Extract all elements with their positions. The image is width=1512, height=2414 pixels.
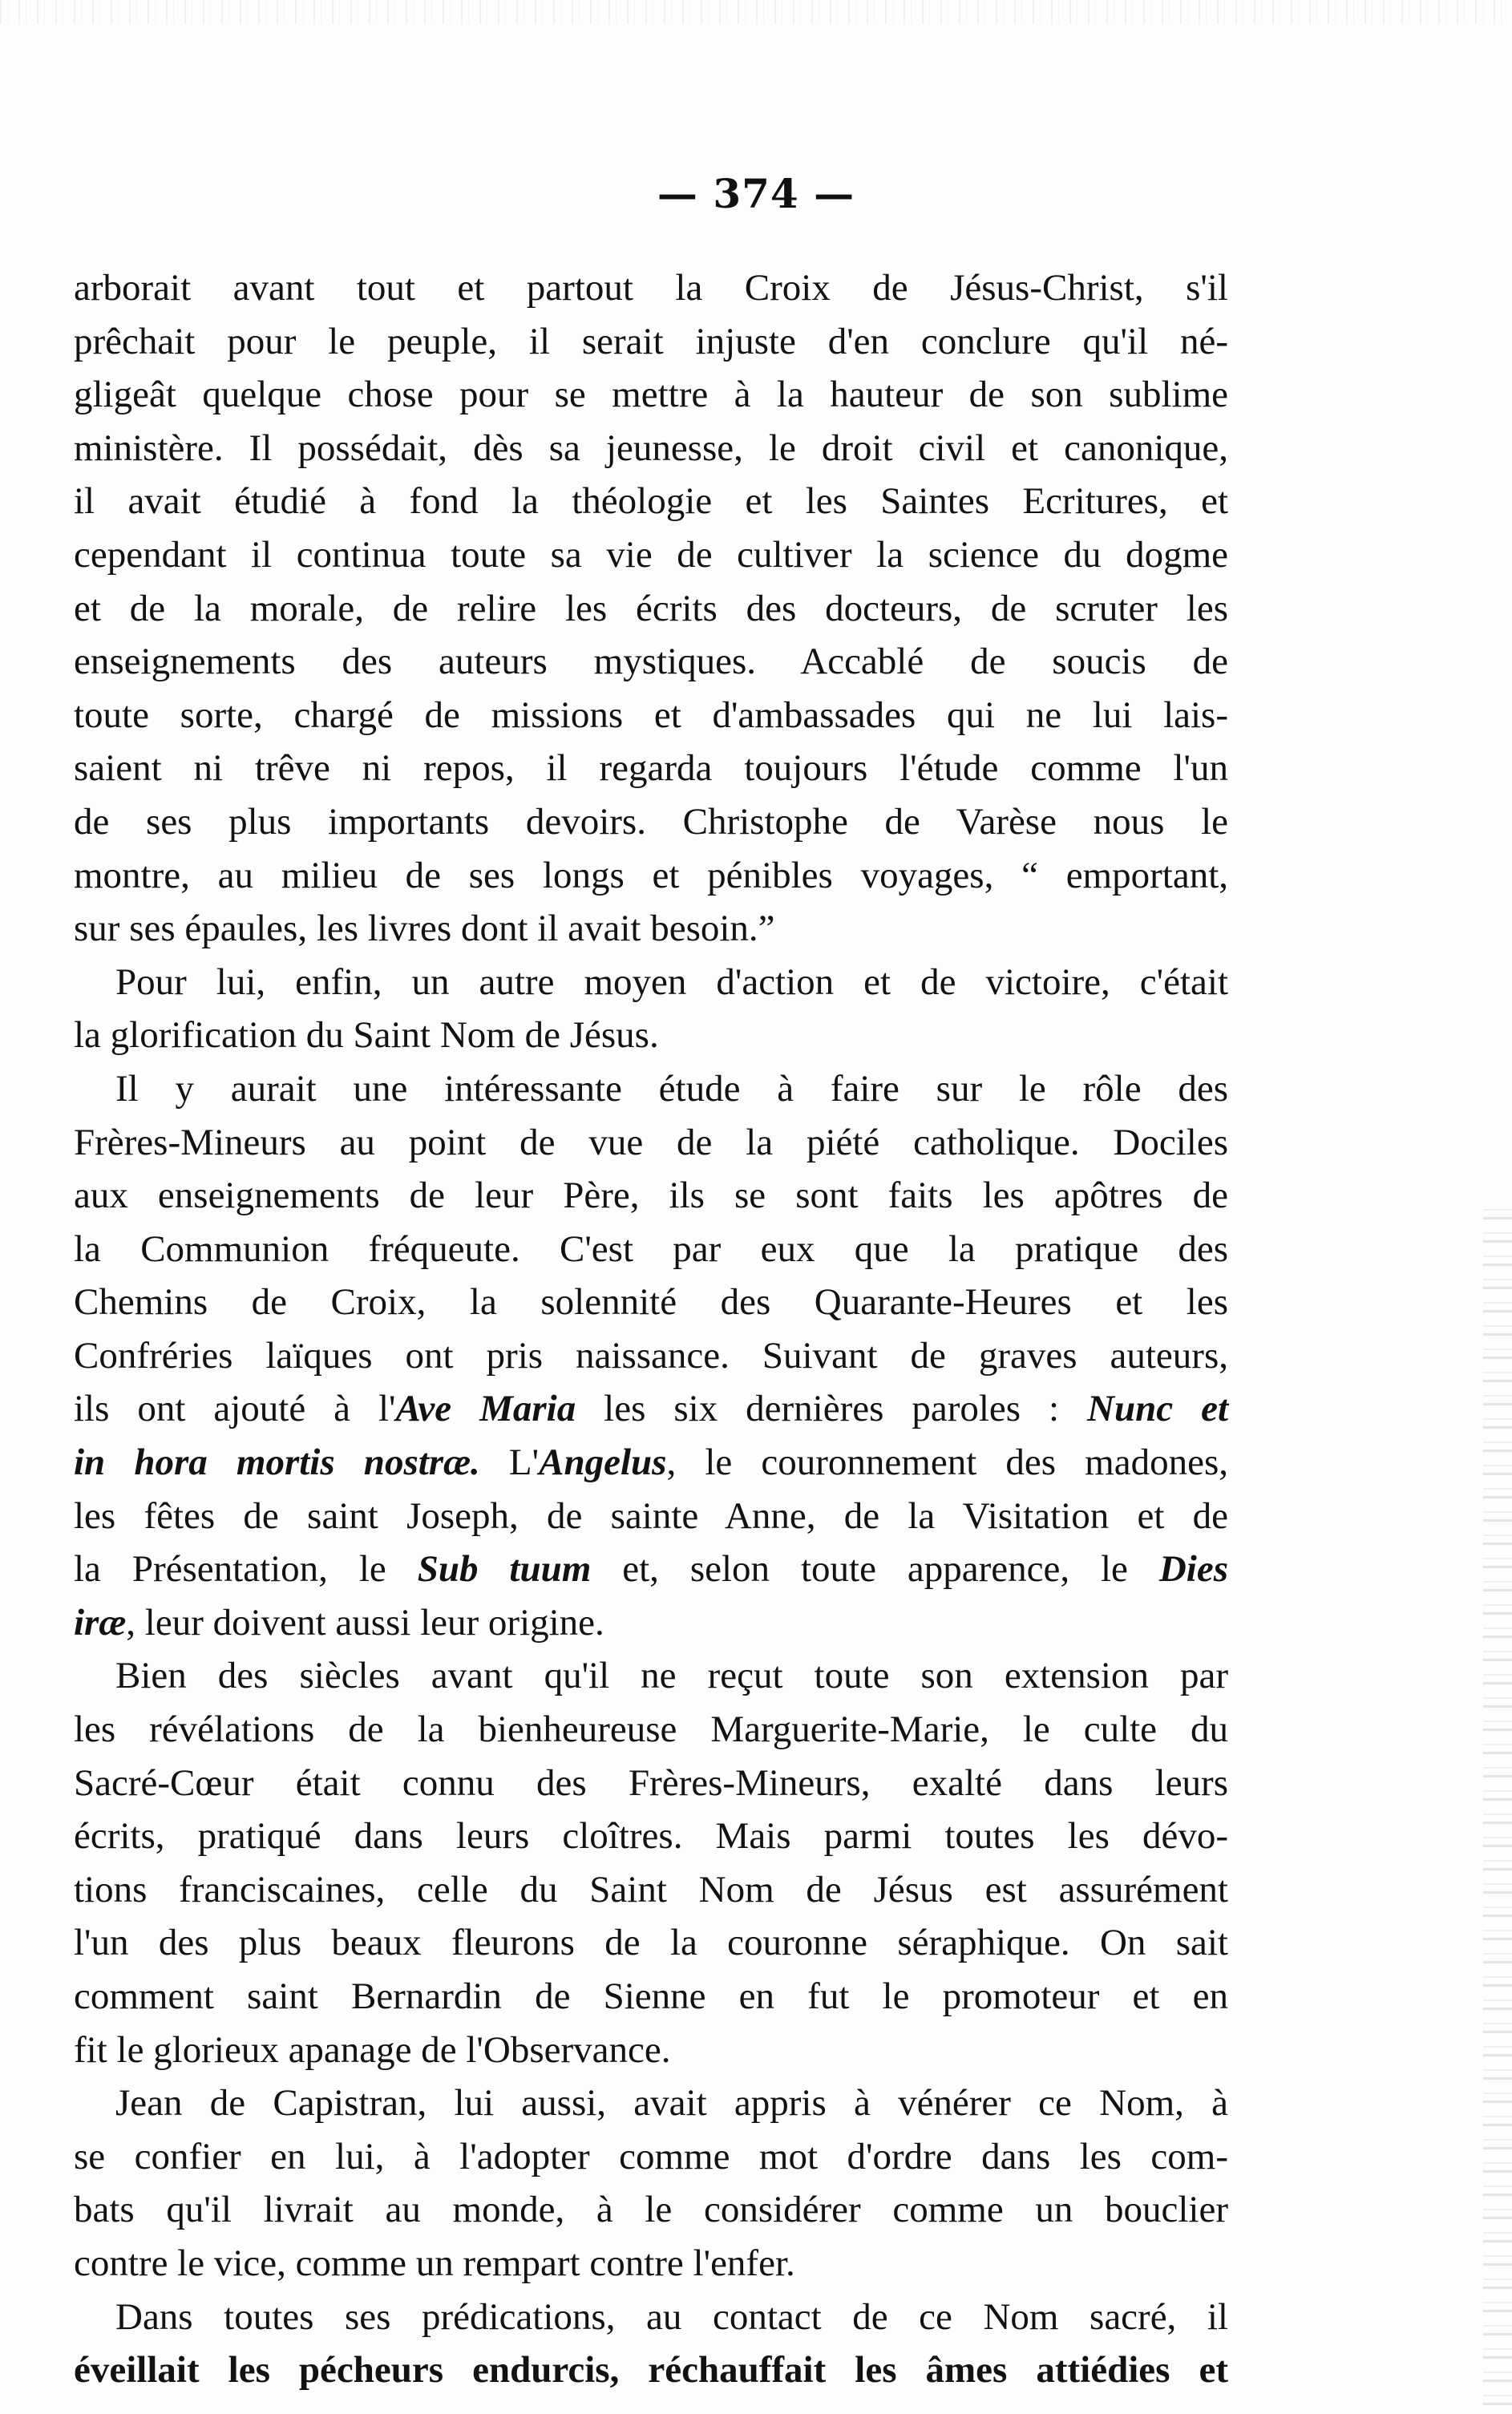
scan-noise-right [1483,1203,1512,2405]
text-line: se confier en lui, à l'adopter comme mot d'ordre dans les com- [74,2135,1228,2177]
paragraph-start-line: Pour lui, enfin, un autre moyen d'action et de victoire, c'était [115,960,1228,1003]
text-line: les fêtes de saint Joseph, de sainte Anne, de la Visitation et de [74,1494,1228,1537]
text-line: il avait étudié à fond la théologie et les Saintes Ecritures, et [74,480,1228,523]
text-line: les révélations de la bienheureuse Marguerite-Marie, le culte du [74,1708,1228,1751]
text-line: gligeât quelque chose pour se mettre à la hauteur de son sublime [74,374,1228,416]
text-line-mixed [74,1436,1228,1490]
text-line: cependant il continua toute sa vie de cultiver la science du dogme [74,533,1228,576]
text-line: la glorification du Saint Nom de Jésus. [74,1014,659,1057]
text-line: montre, au milieu de ses longs et pénibles voyages, “ emportant, [74,854,1228,896]
text-run: L' [479,1442,540,1484]
paragraph-start-line: Dans toutes ses prédications, au contact de ce Nom sacré, il [115,2295,1228,2338]
italic-run: in hora mortis nostræ. [74,1442,480,1484]
text-run: les six dernières paroles : [576,1388,1088,1430]
text-line: prêchait pour le peuple, il serait injuste d'en conclure qu'il né- [74,320,1228,362]
text-line: enseignements des auteurs mystiques. Accablé de soucis de [74,641,1228,683]
page-number: — 374 — [657,170,855,217]
text-line: écrits, pratiqué dans leurs cloîtres. Mais parmi toutes les dévo- [74,1815,1228,1858]
text-line: contre le vice, comme un rempart contre l'enfer. [74,2242,795,2284]
text-line: Chemins de Croix, la solennité des Quarante-Heures et les [74,1281,1228,1324]
text-line: fit le glorieux apanage de l'Observance. [74,2028,671,2071]
text-line: l'un des plus beaux fleurons de la couronne séraphique. On sait [74,1922,1228,1964]
italic-run: Ave Maria [395,1388,576,1430]
text-line: Sacré-Cœur était connu des Frères-Mineurs, exalté dans leurs [74,1761,1228,1804]
text-line-mixed [74,1543,1228,1596]
italic-run: Sub tuum [417,1548,592,1591]
text-line: ministère. Il possédait, dès sa jeunesse, le droit civil et canonique, [74,427,1228,469]
text-line: comment saint Bernardin de Sienne en fut le promoteur et en [74,1975,1228,2017]
paragraph-start-line: Bien des siècles avant qu'il ne reçut toute son extension par [115,1655,1228,1697]
italic-run: Nunc et [1087,1388,1229,1430]
text-run: et, selon toute apparence, le [591,1548,1159,1591]
text-line: toute sorte, chargé de missions et d'ambassades qui ne lui lais- [74,693,1228,736]
text-line: la Communion fréqueute. C'est par eux que la pratique des [74,1227,1228,1270]
text-line-mixed [74,1596,1228,1650]
italic-run: Dies [1158,1548,1228,1591]
text-run: , leur doivent aussi leur origine. [126,1601,604,1644]
text-line-mixed [74,1382,1228,1436]
text-line: arborait avant tout et partout la Croix de Jésus-Christ, s'il [74,267,1228,309]
text-line: sur ses épaules, les livres dont il avait besoin.” [74,908,775,950]
paragraph-start-line: Jean de Capistran, lui aussi, avait appris à vénérer ce Nom, à [115,2082,1228,2125]
text-line: et de la morale, de relire les écrits des docteurs, de scruter les [74,587,1228,629]
text-run: , le couronnement des madones, [666,1442,1228,1484]
text-line: Frères-Mineurs au point de vue de la piété catholique. Dociles [74,1121,1228,1163]
text-line: aux enseignements de leur Père, ils se sont faits les apôtres de [74,1175,1228,1217]
paragraph-start-line: Il y aurait une intéressante étude à faire sur le rôle des [115,1067,1228,1110]
text-line: éveillait les pécheurs endurcis, réchauffait les âmes attiédies et [74,2349,1228,2392]
text-line: de ses plus importants devoirs. Christophe de Varèse nous le [74,800,1228,843]
text-run: la Présentation, le [74,1548,418,1591]
text-run: ils ont ajouté à l' [74,1388,396,1430]
body-text [74,261,1228,2397]
text-line: bats qu'il livrait au monde, à le considérer comme un bouclier [74,2189,1228,2231]
italic-run: iræ [74,1601,127,1644]
italic-run: Angelus [539,1442,667,1484]
text-line: saient ni trêve ni repos, il regarda toujours l'étude comme l'un [74,747,1228,790]
text-line: tions franciscaines, celle du Saint Nom de Jésus est assurément [74,1868,1228,1911]
text-line: Confréries laïques ont pris naissance. Suivant de graves auteurs, [74,1334,1228,1377]
scan-noise-top [0,0,1512,24]
